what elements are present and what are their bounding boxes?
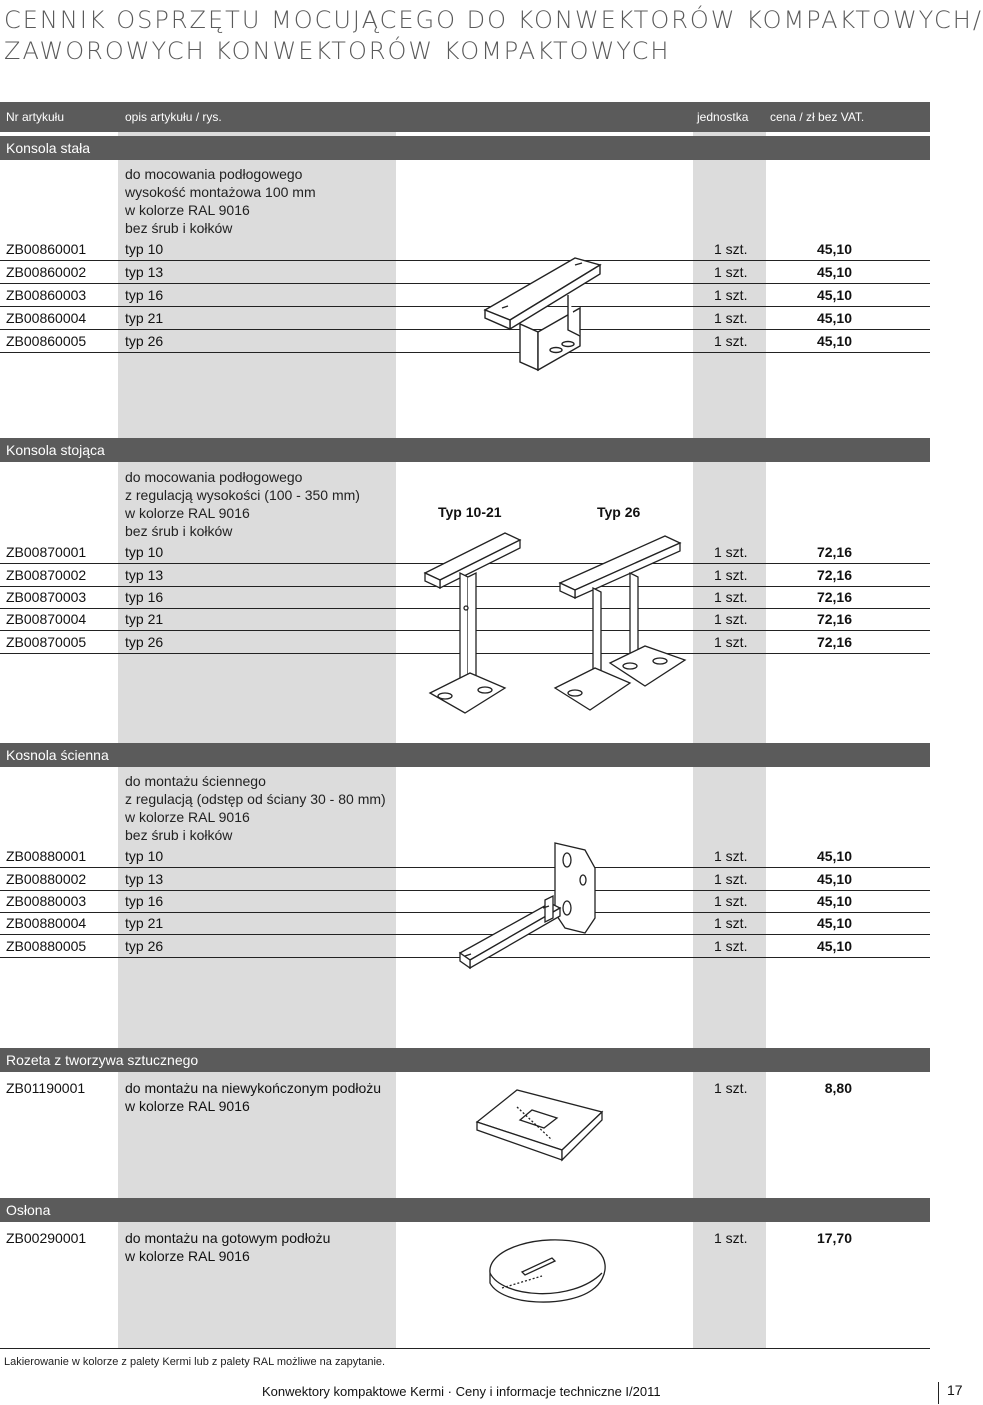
header-opis: opis artykułu / rys. [125,110,222,124]
table-row: ZB00870003 typ 16 1 szt. 72,16 [0,586,930,609]
section-bar-rozeta: Rozeta z tworzywa sztucznego [0,1048,930,1072]
fixed-bracket-illustration [480,250,610,380]
table-row: ZB00880004 typ 21 1 szt. 45,10 [0,912,930,935]
table-row: ZB00880002 typ 13 1 szt. 45,10 [0,868,930,891]
section-bar-oslona: Osłona [0,1198,930,1222]
table-row: ZB00870005 typ 26 1 szt. 72,16 [0,631,930,654]
wall-bracket-illustration [455,838,640,978]
footer-text: Konwektory kompaktowe Kermi · Ceny i informacje techniczne I/2011 [262,1384,661,1399]
footer-divider [0,1348,930,1349]
rosette-illustration [472,1082,612,1167]
table-row: ZB00860005 typ 26 1 szt. 45,10 [0,330,930,353]
section-desc: do mocowania podłogowego z regulacją wysokości (100 - 350 mm) w kolorze RAL 9016 bez śrub i kołków [125,469,360,539]
header-cena: cena / zł bez VAT. [770,110,865,124]
header-nr: Nr artykułu [6,110,65,124]
table-row: ZB00880001 typ 10 1 szt. 45,10 [0,845,930,868]
standing-bracket-illustration [420,528,530,723]
section-desc: do montażu ściennego z regulacją (odstęp od ściany 30 - 80 mm) w kolorze RAL 9016 bez śrub i kołków [125,773,386,843]
table-row: ZB00870001 typ 10 1 szt. 72,16 [0,541,930,564]
table-header [0,102,930,132]
section-bar-konsola-stala: Konsola stała [0,136,930,160]
page-title-line1: CENNIK OSPRZĘTU MOCUJĄCEGO DO KONWEKTORÓW KOMPAKTOWYCH/ [4,6,983,34]
table-row: ZB00880005 typ 26 1 szt. 45,10 [0,935,930,958]
label-typ-26: Typ 26 [597,504,641,520]
page-number: 17 [938,1382,963,1404]
table-row: ZB00860004 typ 21 1 szt. 45,10 [0,307,930,330]
table-row: ZB00290001 do montażu na gotowym podłożu w kolorze RAL 9016 1 szt. 17,70 [6,1230,852,1264]
label-typ-10-21: Typ 10-21 [438,504,502,520]
footnote: Lakierowanie w kolorze z palety Kermi lub z palety RAL możliwe na zapytanie. [4,1356,386,1368]
section-bar-konsola-scienna: Kosnola ścienna [0,743,930,767]
table-row: ZB00870002 typ 13 1 szt. 72,16 [0,564,930,587]
table-row: ZB00880003 typ 16 1 szt. 45,10 [0,890,930,913]
table-row: ZB00860003 typ 16 1 szt. 45,10 [0,284,930,307]
table-row: ZB00860002 typ 13 1 szt. 45,10 [0,261,930,284]
header-jednostka: jednostka [697,110,749,124]
cover-illustration [482,1228,612,1313]
table-row: ZB01190001 do montażu na niewykończonym podłożu w kolorze RAL 9016 1 szt. 8,80 [6,1080,852,1114]
section-desc: do mocowania podłogowego wysokość montażowa 100 mm w kolorze RAL 9016 bez śrub i kołków [125,166,316,236]
standing-bracket-double-illustration [545,528,715,723]
section-bar-konsola-stojaca: Konsola stojąca [0,438,930,462]
page-title-line2: ZAWOROWYCH KONWEKTORÓW KOMPAKTOWYCH [4,37,671,65]
table-row: ZB00860001 typ 10 1 szt. 45,10 [0,238,930,261]
table-row: ZB00870004 typ 21 1 szt. 72,16 [0,608,930,631]
